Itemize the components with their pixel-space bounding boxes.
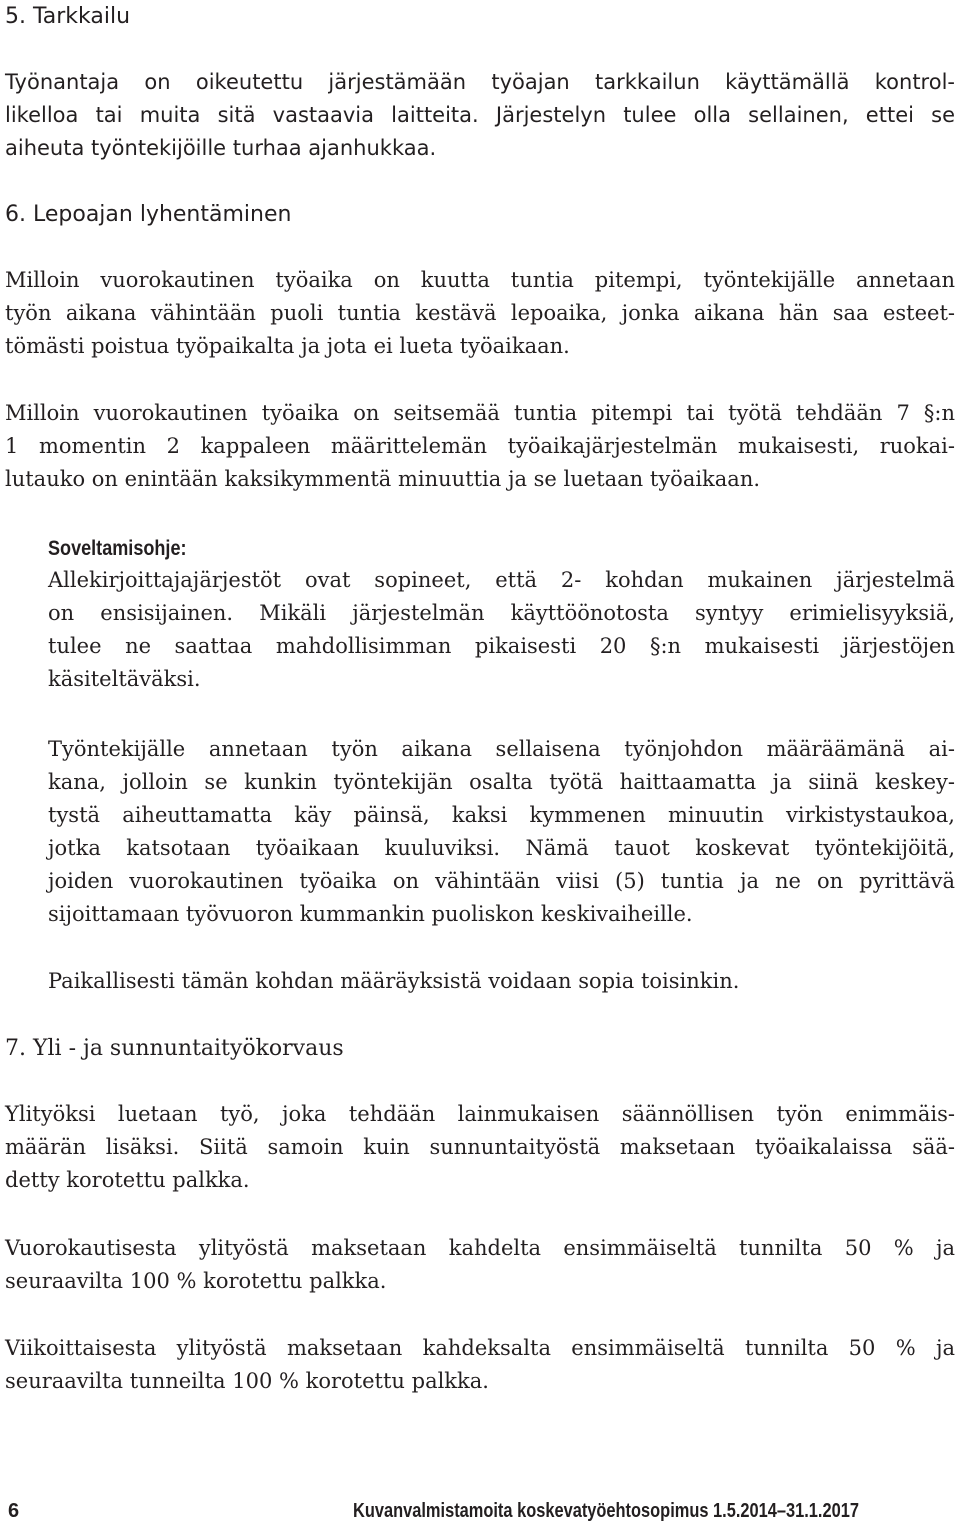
paragraph-line: joiden vuorokautinen työaika on vähintään viisi (5) tuntia ja ne on pyrittävä bbox=[48, 869, 955, 893]
paragraph-line: työn aikana vähintään puoli tuntia kestävä lepoaika, jonka aikana hän saa esteet- bbox=[5, 301, 955, 325]
paragraph-line: seuraavilta tunneilta 100 % korotettu palkka. bbox=[5, 1369, 489, 1393]
paragraph-line: tulee ne saattaa mahdollisimman pikaisesti 20 §:n mukaisesti järjestöjen bbox=[48, 634, 955, 658]
paragraph-line: sijoittamaan työvuoron kummankin puoliskon keskivaiheille. bbox=[48, 902, 693, 926]
paragraph-line: jotka katsotaan työaikaan kuuluviksi. Nämä tauot koskevat työntekijöitä, bbox=[48, 836, 955, 860]
paragraph-line: Milloin vuorokautinen työaika on kuutta tuntia pitempi, työntekijälle annetaan bbox=[5, 268, 955, 292]
section-6-paragraph-1 bbox=[5, 264, 955, 363]
paragraph-line: lutauko on enintään kaksikymmentä minuuttia ja se luetaan työaikaan. bbox=[5, 467, 761, 491]
guidance-paragraph-1 bbox=[48, 564, 955, 696]
paragraph-line: detty korotettu palkka. bbox=[5, 1168, 250, 1192]
guidance-label: Soveltamisohje: bbox=[48, 537, 187, 560]
paragraph-line: 1 momentin 2 kappaleen määrittelemän työaikajärjestelmän mukaisesti, ruokai- bbox=[5, 434, 955, 458]
paragraph-line: Milloin vuorokautinen työaika on seitsemää tuntia pitempi tai työtä tehdään 7 §:n bbox=[5, 401, 955, 425]
page-footer bbox=[0, 1494, 960, 1528]
section-5-heading: 5. Tarkkailu bbox=[5, 4, 131, 29]
guidance-paragraph-3 bbox=[48, 965, 955, 998]
paragraph-line: määrän lisäksi. Siitä samoin kuin sunnuntaityöstä maksetaan työaikalaissa sää- bbox=[5, 1135, 955, 1159]
document-title: Kuvanvalmistamoita koskevatyöehtosopimus 1.5.2014–31.1.2017 bbox=[353, 1500, 859, 1522]
paragraph-line: Ylityöksi luetaan työ, joka tehdään lainmukaisen säännöllisen työn enimmäis- bbox=[5, 1102, 955, 1126]
paragraph-line: seuraavilta 100 % korotettu palkka. bbox=[5, 1269, 387, 1293]
paragraph-line: likelloa tai muita sitä vastaavia laitteita. Järjestelyn tulee olla sellainen, ettei se bbox=[5, 103, 955, 127]
paragraph-line: Työnantaja on oikeutettu järjestämään työajan tarkkailun käyttämällä kontrol- bbox=[5, 70, 955, 94]
paragraph-line: käsiteltäväksi. bbox=[48, 667, 201, 691]
section-7-paragraph-3 bbox=[5, 1332, 955, 1398]
paragraph-line: aiheuta työntekijöille turhaa ajanhukkaa. bbox=[5, 136, 437, 160]
paragraph-line: kana, jolloin se kunkin työntekijän osalta työtä haittaamatta ja siinä keskey- bbox=[48, 770, 955, 794]
section-7-heading: 7. Yli - ja sunnuntaityökorvaus bbox=[5, 1036, 344, 1061]
section-6-paragraph-2 bbox=[5, 397, 955, 496]
paragraph-line: Vuorokautisesta ylityöstä maksetaan kahdelta ensimmäiseltä tunnilta 50 % ja bbox=[5, 1236, 955, 1260]
paragraph-line: on ensisijainen. Mikäli järjestelmän käyttöönotosta syntyy erimielisyyksiä, bbox=[48, 601, 955, 625]
paragraph-line: tömästi poistua työpaikalta ja jota ei lueta työaikaan. bbox=[5, 334, 570, 358]
paragraph-line: Työntekijälle annetaan työn aikana sellaisena työnjohdon määräämänä ai- bbox=[48, 737, 955, 761]
paragraph-line: Allekirjoittajajärjestöt ovat sopineet, että 2- kohdan mukainen järjestelmä bbox=[48, 568, 955, 592]
page-number: 6 bbox=[8, 1500, 20, 1522]
guidance-paragraph-2 bbox=[48, 733, 955, 931]
section-6-heading: 6. Lepoajan lyhentäminen bbox=[5, 202, 292, 227]
paragraph-line: Paikallisesti tämän kohdan määräyksistä voidaan sopia toisinkin. bbox=[48, 969, 740, 993]
section-7-paragraph-1 bbox=[5, 1098, 955, 1197]
section-7-paragraph-2 bbox=[5, 1232, 955, 1298]
paragraph-line: Viikoittaisesta ylityöstä maksetaan kahdeksalta ensimmäiseltä tunnilta 50 % ja bbox=[5, 1336, 955, 1360]
paragraph-line: tystä aiheuttamatta käy päinsä, kaksi kymmenen minuutin virkistystaukoa, bbox=[48, 803, 955, 827]
section-5-paragraph bbox=[5, 66, 955, 165]
